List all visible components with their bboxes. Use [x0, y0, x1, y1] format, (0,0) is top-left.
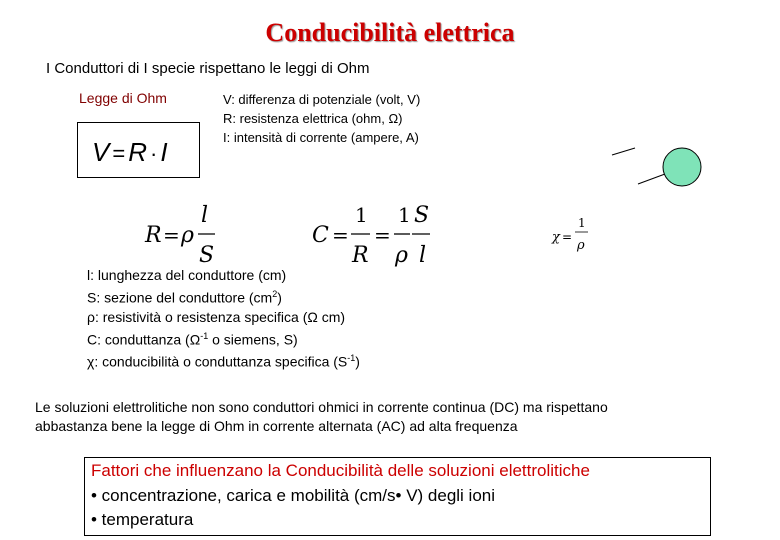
factors-title: Fattori che influenzano la Conducibilità delle soluzioni elettrolitiche: [91, 461, 590, 480]
ohm-formula: V = R · I: [92, 137, 168, 167]
svg-text:C: C: [312, 223, 329, 248]
svg-text:ρ: ρ: [395, 243, 408, 268]
svg-text:=: =: [374, 223, 391, 247]
svg-text:1: 1: [398, 203, 411, 227]
ohm-definitions: [223, 90, 420, 147]
conductance-formula: [310, 200, 435, 266]
variable-conductivity: χ: conducibilità o conduttanza specifica $(S^{-1})$: [87, 353, 360, 370]
factor-item: • concentrazione, carica e mobilità (cm/s• V) degli ioni: [91, 486, 496, 505]
svg-text:R: R: [145, 223, 162, 248]
page-title: Conducibilità elettrica: [265, 18, 515, 47]
svg-text:l: l: [419, 243, 427, 268]
variables-list: [87, 266, 360, 372]
subtitle: I Conduttori di I specie rispettano le leggi di Ohm: [46, 60, 370, 77]
variable-section: S: sezione del conduttore $(cm^2)$: [87, 289, 282, 306]
svg-text:χ: χ: [552, 230, 560, 245]
definition-voltage: V: differenza di potenziale (volt, V): [223, 92, 421, 107]
electrolyte-note-line: Le soluzioni elettrolitiche non sono conduttori ohmici in corrente continua (DC) ma rispettano: [35, 399, 608, 415]
svg-text:=: =: [332, 223, 349, 247]
ohm-law-label: Legge di Ohm: [79, 90, 167, 106]
electrolyte-note-line: abbastanza bene la legge di Ohm in corrente alternata (AC) ad alta frequenza: [35, 418, 518, 434]
definition-resistance: R: resistenza elettrica (ohm, Ω): [223, 111, 403, 126]
conductor-sphere-icon: [605, 140, 705, 190]
svg-text:ρ: ρ: [181, 223, 194, 248]
svg-text:=: =: [562, 230, 573, 244]
svg-text:R: R: [352, 243, 369, 268]
definition-current: I: intensità di corrente (ampere, A): [223, 130, 419, 145]
svg-text:S: S: [199, 243, 215, 268]
variable-length: l: lunghezza del conduttore (cm): [87, 267, 287, 283]
svg-text:ρ: ρ: [577, 238, 585, 253]
resistance-formula: [143, 200, 223, 266]
factor-item: • temperatura: [91, 510, 194, 529]
svg-text:=: =: [163, 223, 180, 247]
svg-text:1: 1: [355, 203, 368, 227]
svg-text:1: 1: [578, 216, 586, 230]
conductivity-formula: [550, 210, 595, 260]
variable-resistivity: ρ: resistività o resistenza specifica (Ω cm): [87, 308, 346, 325]
svg-text:l: l: [201, 203, 209, 228]
svg-text:S: S: [414, 203, 430, 228]
electrolyte-note: [35, 398, 755, 436]
variable-conductance: C: conduttanza ($\Omega^{-1}$ o siemens, S): [87, 330, 298, 348]
